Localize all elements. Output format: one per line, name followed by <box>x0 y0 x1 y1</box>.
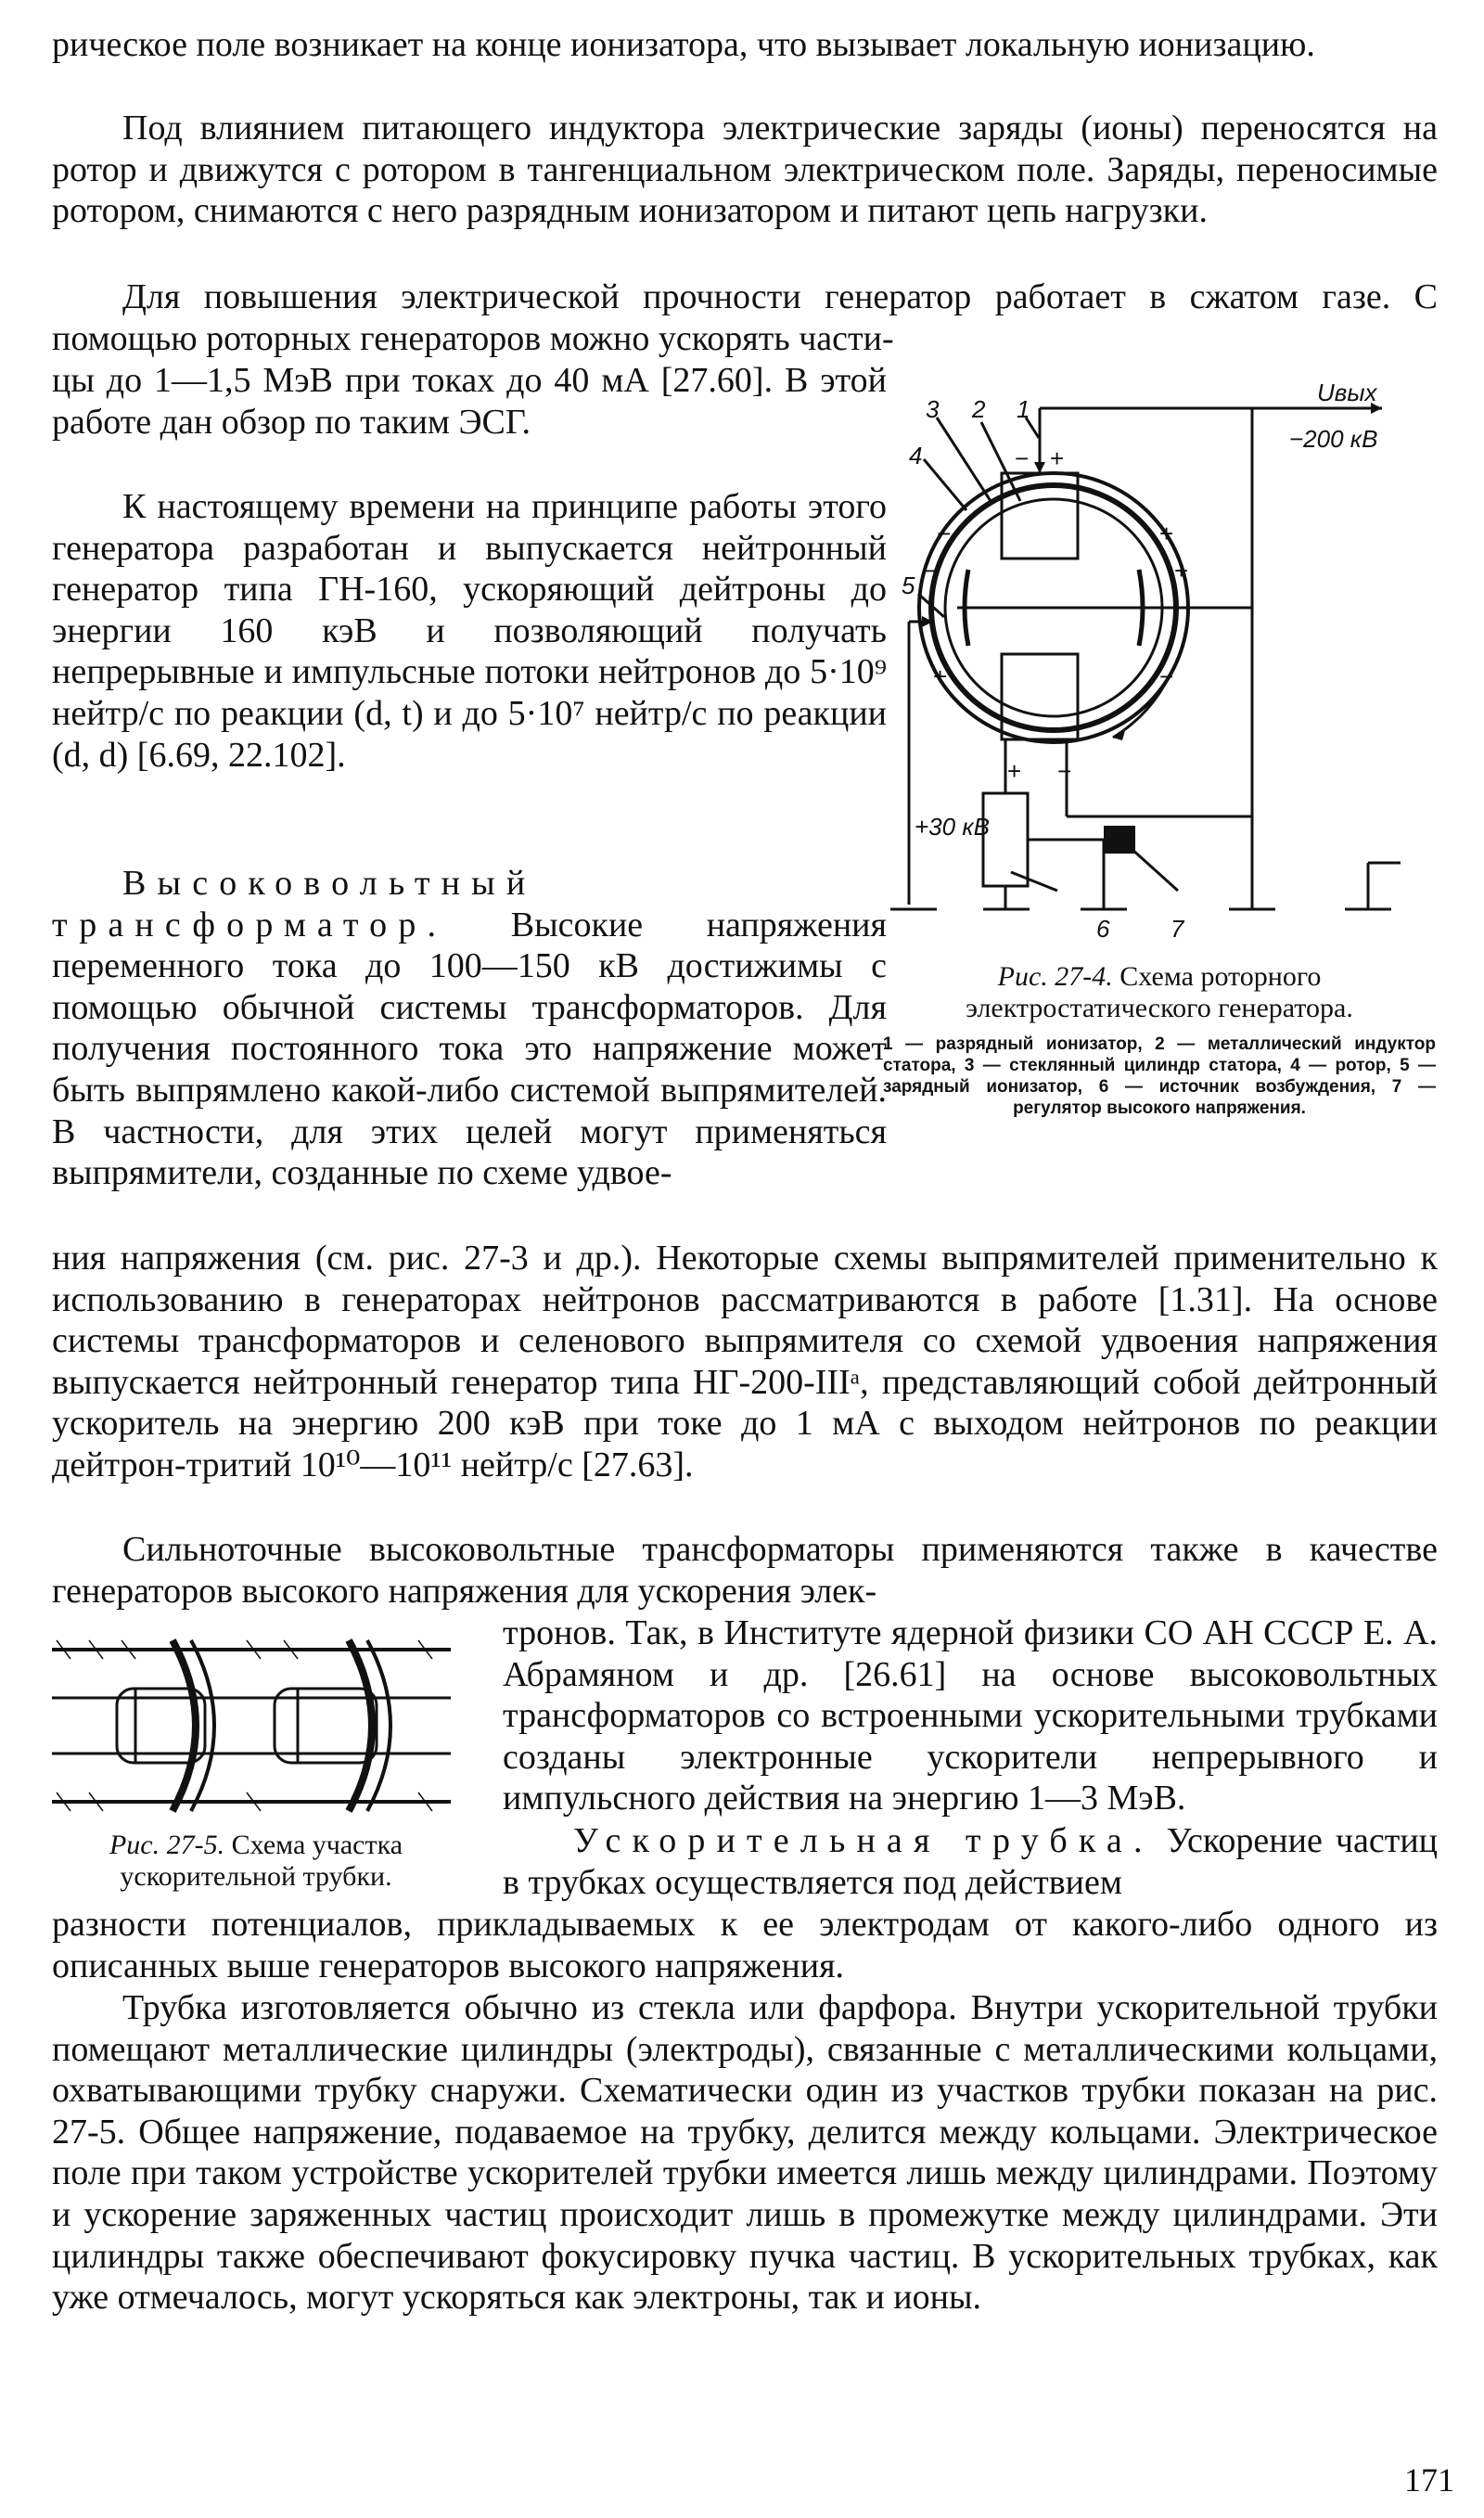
paragraph-2: Под влиянием питающего индуктора электрические заряды (ионы) переносятся на ротор и движутся с ротором в тангенциальном электрическом поле. Заряды, переносимые ротором, снимаются с него разрядным ионизатором и питают цепь нагрузки. <box>52 109 1438 231</box>
callout-2: 2 <box>972 395 986 423</box>
output-voltage-value: −200 кВ <box>1289 425 1378 453</box>
paragraph-6: Сильноточные высоковольтные трансформаторы применяются также в качестве генераторов высокого напряжения для ускорения элек- <box>52 1530 1438 1611</box>
paragraph-7-body: Ускорение частиц в трубках осуществляется под действием <box>503 1821 1438 1902</box>
figure-27-4-title: Схема роторного электростатического генератора. <box>966 961 1353 1023</box>
callout-3: 3 <box>926 395 940 423</box>
sign-minus: − <box>937 520 952 547</box>
paragraph-7 <box>503 1820 1438 1903</box>
sign-plus: + <box>1159 520 1174 547</box>
sign-minus: − <box>1015 444 1030 472</box>
sign-plus: + <box>933 662 948 690</box>
section-heading-tube: Ускорительная трубка. <box>573 1821 1154 1860</box>
callout-7: 7 <box>1171 915 1184 943</box>
figure-27-5-caption <box>52 1830 460 1893</box>
figure-27-4-legend: 1 — разрядный ионизатор, 2 — металлический индуктор статора, 3 — стеклянный цилиндр статора, 4 — ротор, 5 — зарядный ионизатор, 6 — источник возбуждения, 7 — регулятор высокого напряжения. <box>883 1034 1436 1118</box>
sign-minus: − <box>1057 757 1072 785</box>
figure-27-4-label: Рис. 27-4. <box>997 961 1113 992</box>
excitation-voltage: +30 кВ <box>915 813 990 841</box>
paragraph-1: рическое поле возникает на конце ионизатора, что вызывает локальную ионизацию. <box>52 25 1315 64</box>
figure-27-5-label: Рис. 27-5. <box>109 1830 225 1860</box>
paragraph-3-continued: цы до 1—1,5 МэВ при токах до 40 мА [27.60]. В этой работе дан обзор по таким ЭСГ. <box>52 361 887 442</box>
callout-6: 6 <box>1096 915 1110 943</box>
paragraph-7-continued: разности потенциалов, прикладываемых к ее электродам от какого-либо одного из описанных выше генераторов высокого напряжения. <box>52 1905 1438 1985</box>
paragraph-8: Трубка изготовляется обычно из стекла или фарфора. Внутри ускорительной трубки помещают металлические цилиндры (электроды), связанные с металлическими кольцами, охватывающими трубку снаружи. Схематически один из участков трубки показан на рис. 27-5. Общее напряжение, подаваемое на трубку, делится между кольцами. Электрическое поле при таком устройстве ускорителей трубки имеется лишь между цилиндрами. Поэтому и ускорение заряженных частиц происходит лишь в промежутке между цилиндрами. Эти цилиндры также обеспечивают фокусировку пучка частиц. В ускорительных трубках, как уже отмечалось, могут ускоряться как электроны, так и ионы. <box>52 1988 1438 2318</box>
sign-minus: − <box>1159 662 1174 690</box>
paragraph-5-body: Высокие напряжения переменного тока до 100—150 кВ достижимы с помощью обычной системы трансформаторов. Для получения постоянного тока это напряжение может быть выпрямлено какой-либо системой выпрямителей. В частности, для этих целей могут применяться выпрямители, созданные по схеме удвое- <box>52 905 887 1193</box>
figure-27-5-title: Схема участка ускорительной трубки. <box>120 1830 403 1892</box>
figure-27-4-diagram <box>881 371 1438 956</box>
figure-27-4-caption <box>881 961 1438 1024</box>
section-heading-transformer: Высоковольтный трансформатор. <box>52 864 537 944</box>
figure-27-5-diagram <box>52 1633 460 1818</box>
sign-plus: + <box>1174 557 1189 585</box>
sign-plus: + <box>1007 757 1022 785</box>
paragraph-3: Для повышения электрической прочности генератор работает в сжатом газе. С помощью роторных генераторов можно ускорять части- <box>52 277 1438 358</box>
callout-5: 5 <box>902 572 915 599</box>
page-number: 171 <box>1404 2461 1454 2499</box>
paragraph-6-continued: тронов. Так, в Институте ядерной физики СО АН СССР Е. А. Абрамяном и др. [26.61] на основе высоковольтных трансформаторов со встроенными ускорительными трубками созданы электронные ускорители непрерывного и импульсного действия на энергию 1—3 МэВ. <box>503 1613 1438 1818</box>
paragraph-5 <box>52 863 887 1194</box>
callout-4: 4 <box>909 442 923 469</box>
output-voltage-label: Uвых <box>1317 379 1377 406</box>
sign-plus: + <box>1050 444 1065 472</box>
paragraph-5-continued: ния напряжения (см. рис. 27-3 и др.). Некоторые схемы выпрямителей применительно к использованию в генераторах нейтронов рассматриваются в работе [1.31]. На основе системы трансформаторов и селенового выпрямителя со схемой удвоения напряжения выпускается нейтронный генератор типа НГ-200-IIIᵃ, представляющий собой дейтронный ускоритель на энергию 200 кэВ при токе до 1 мА с выходом нейтронов по реакции дейтрон-тритий 10¹⁰—10¹¹ нейтр/с [27.63]. <box>52 1239 1438 1484</box>
paragraph-4: К настоящему времени на принципе работы этого генератора разработан и выпускается нейтронный генератор типа ГН-160, ускоряющий дейтроны до энергии 160 кэВ и позволяющий получать непрерывные и импульсные потоки нейтронов до 5·10⁹ нейтр/с по реакции (d, t) и до 5·10⁷ нейтр/с по реакции (d, d) [6.69, 22.102]. <box>52 487 887 775</box>
callout-1: 1 <box>1017 395 1030 423</box>
sign-minus: − <box>924 557 939 585</box>
